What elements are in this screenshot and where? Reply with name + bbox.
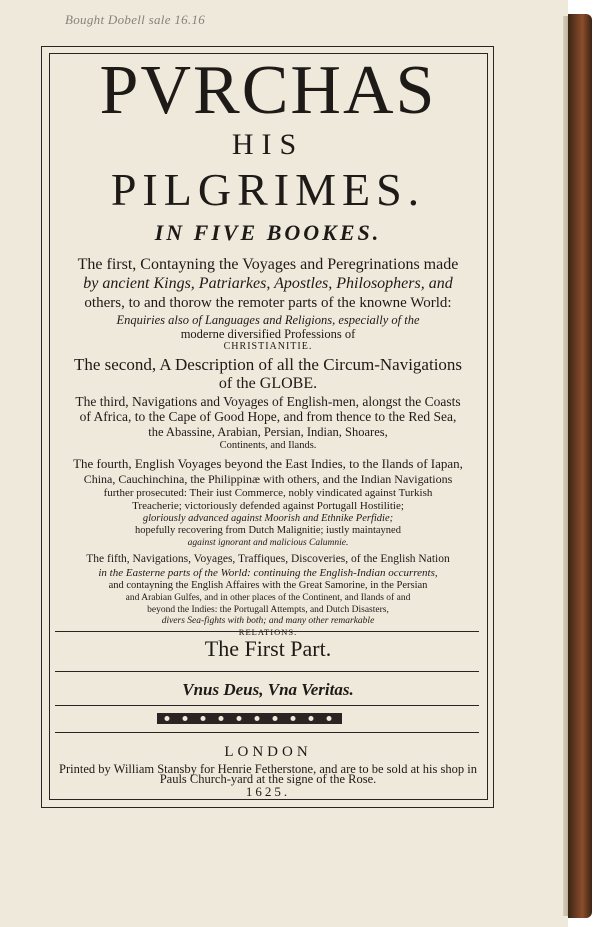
rule-above-part <box>55 631 479 632</box>
book-spine <box>568 14 592 918</box>
imprint-city: LONDON <box>224 744 312 760</box>
third-book-line: of Africa, to the Cape of Good Hope, and from thence to the Red Sea, <box>79 409 457 424</box>
rule-below-part <box>55 671 479 672</box>
motto: Vnus Deus, Vna Veritas. <box>182 680 354 699</box>
first-book-line: CHRISTIANITIE. <box>223 341 313 352</box>
second-book-line: of the GLOBE. <box>218 375 318 392</box>
handwritten-note: Bought Dobell sale 16.16 <box>65 12 206 27</box>
fourth-book-line: Treacherie; victoriously defended against Portugall Hostilitie; <box>132 500 404 512</box>
ornament-band <box>157 711 342 726</box>
fourth-book-line: hopefully recovering from Dutch Malignitie; iustly maintayned <box>135 525 401 536</box>
first-book-line: others, to and thorow the remoter parts of the knowne World: <box>84 295 452 311</box>
third-book-line: the Abassine, Arabian, Persian, Indian, Shoares, <box>148 425 388 439</box>
fifth-book-line: and contayning the English Affaires with the Great Samorine, in the Persian <box>108 580 428 591</box>
imprint-location: Pauls Church-yard at the signe of the Rose. <box>159 772 377 786</box>
second-book-line: The second, A Description of all the Circum-Navigations <box>73 355 463 374</box>
fourth-book-line: against ignorant and malicious Calumnie. <box>187 538 349 548</box>
fifth-book-line: The fifth, Navigations, Voyages, Traffiques, Discoveries, of the English Nation <box>86 553 450 565</box>
part-heading: The First Part. <box>204 636 332 661</box>
third-book-line: The third, Navigations and Voyages of English-men, alongst the Coasts <box>75 394 461 409</box>
five-books-heading: IN FIVE BOOKES. <box>154 220 382 245</box>
fifth-book-line: RELATIONS. <box>238 627 298 637</box>
fourth-book-line: China, Cauchinchina, the Philippinæ with others, and the Indian Navigations <box>83 472 453 486</box>
fifth-book-line: beyond the Indies: the Portugall Attempts, and Dutch Disasters, <box>147 605 389 615</box>
title-pilgrimes: PILGRIMES. <box>110 164 426 215</box>
first-book-line: Enquiries also of Languages and Religions, especially of the <box>116 313 420 327</box>
rule-above-ornament <box>55 705 479 706</box>
fifth-book-line: divers Sea-fights with both; and many other remarkable <box>161 616 375 626</box>
imprint-year: 1625. <box>245 784 291 799</box>
rule-below-ornament <box>55 732 479 733</box>
first-book-line: The first, Contayning the Voyages and Peregrinations made <box>77 256 459 273</box>
fourth-book-line: The fourth, English Voyages beyond the East Indies, to the Ilands of Iapan, <box>73 456 463 471</box>
book-title: PVRCHAS <box>99 52 437 129</box>
fifth-book-line: and Arabian Gulfes, and in other places of the Continent, and Ilands of and <box>125 593 411 603</box>
fifth-book-line: in the Easterne parts of the World: continuing the English-Indian occurrents, <box>98 567 438 579</box>
first-book-line: by ancient Kings, Patriarkes, Apostles, Philosophers, and <box>83 275 453 292</box>
first-book-line: moderne diversified Professions of <box>180 327 356 341</box>
imprint-printer: Printed by William Stansby for Henrie Fetherstone, and are to be sold at his shop in <box>59 762 477 776</box>
title-his: HIS <box>231 128 305 161</box>
fourth-book-line: further prosecuted: Their iust Commerce, nobly vindicated against Turkish <box>103 487 433 499</box>
third-book-line: Continents, and Ilands. <box>219 440 317 451</box>
fourth-book-line: gloriously advanced against Moorish and Ethnike Perfidie; <box>142 513 394 524</box>
